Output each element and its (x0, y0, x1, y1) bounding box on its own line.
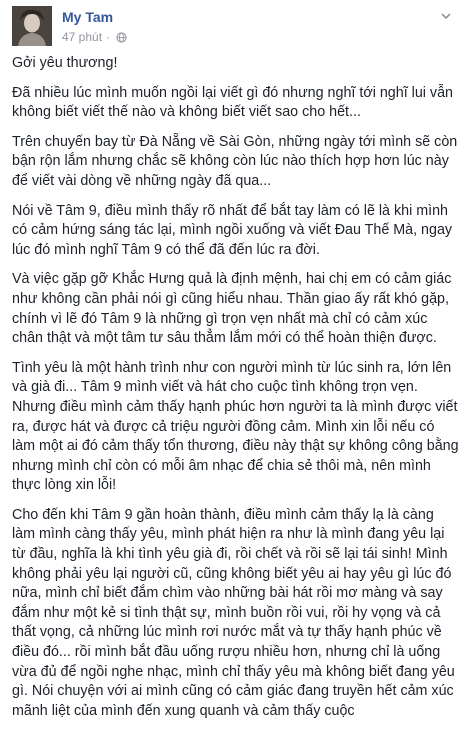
post-body (12, 54, 460, 731)
post-paragraph: Đã nhiều lúc mình muốn ngồi lại viết gì đó nhưng nghĩ tới nghĩ lui vẫn không biết viết thế nào và không biết viết sao cho hết... (12, 84, 453, 121)
post-paragraph: Nói về Tâm 9, điều mình thấy rõ nhất để bắt tay làm có lẽ là khi mình có cảm hứng sáng tác lại, mình ngồi xuống và viết Đau Thế Mà, ngay lúc đó mình nghĩ Tâm 9 có thể đã đến lúc ra đời. (12, 202, 453, 258)
post-paragraph: Trên chuyến bay từ Đà Nẵng về Sài Gòn, những ngày tới mình sẽ còn bận rộn lắm nhưng chắc sẽ không còn lúc nào thích hợp hơn lúc này để viết vài dòng về những ngày đã qua... (12, 133, 458, 189)
chevron-down-icon[interactable] (440, 10, 452, 22)
post-paragraph: Và việc gặp gỡ Khắc Hưng quả là định mệnh, hai chị em có cảm giác như không cần phải nói gì cũng hiểu nhau. Thần giao ấy rất khó gặp, chính vì lẽ đó Tâm 9 là những gì trọn vẹn nhất mà chỉ có cảm xúc chân thật và một tâm tư sâu thẳm lắm mới có thể hoàn thiện được. (12, 271, 452, 347)
post-timestamp[interactable]: 47 phút (62, 30, 103, 44)
avatar-portrait-icon (12, 6, 52, 46)
avatar[interactable] (12, 6, 52, 46)
post-paragraph: Tình yêu là một hành trình như con người mình từ lúc sinh ra, lớn lên và già đi... Tâm 9 mình viết và hát cho cuộc tình không trọn vẹn. Nhưng điều mình cảm thấy hạnh phúc hơn người ta là mình được viết ra, được hát và được cả triệu người đồng cảm. Mình xin lỗi nếu có làm một ai đó cảm thấy tổn thương, điều này thật sự không công bằng nhưng mình chỉ còn có mỗi âm nhạc để chia sẻ thôi mà, nên mình thực lòng xin lỗi! (12, 359, 459, 494)
globe-icon[interactable] (116, 32, 127, 43)
post-paragraph: Cho đến khi Tâm 9 gần hoàn thành, điều mình cảm thấy lạ là càng làm mình càng thấy yêu, mình phát hiện ra như là mình đang yêu lại từ đầu, nghĩa là khi tình yêu già đi, rồi chết và rồi sẽ lại tái sinh! Mình không phải yêu lại người cũ, cũng không biết yêu ai hay yêu gì lúc đó nữa, mình chỉ biết đắm chìm vào những bài hát rồi mơ màng và say đắm như một kẻ si tình thật sự, mình buồn rồi vui, rồi hy vọng và cả thất vọng, cả những lúc mình rơi nước mắt và tự thấy hạnh phúc về điều đó... rồi mình bắt đầu uống rượu nhiều hơn, nhưng chỉ là uống vừa đủ để ngồi nghe nhạc, mình chỉ thấy yêu mà không biết đang yêu gì. Nói chuyện với ai mình cũng có cảm giác đang truyền hết cảm xúc mãnh liệt của mình đến xung quanh và cảm thấy cuộc (12, 506, 455, 719)
post-meta (62, 29, 127, 45)
post-header (12, 6, 452, 46)
post-paragraph: Gởi yêu thương! (12, 55, 118, 71)
author-name[interactable]: My Tam (62, 9, 114, 25)
meta-separator: · (106, 30, 111, 44)
